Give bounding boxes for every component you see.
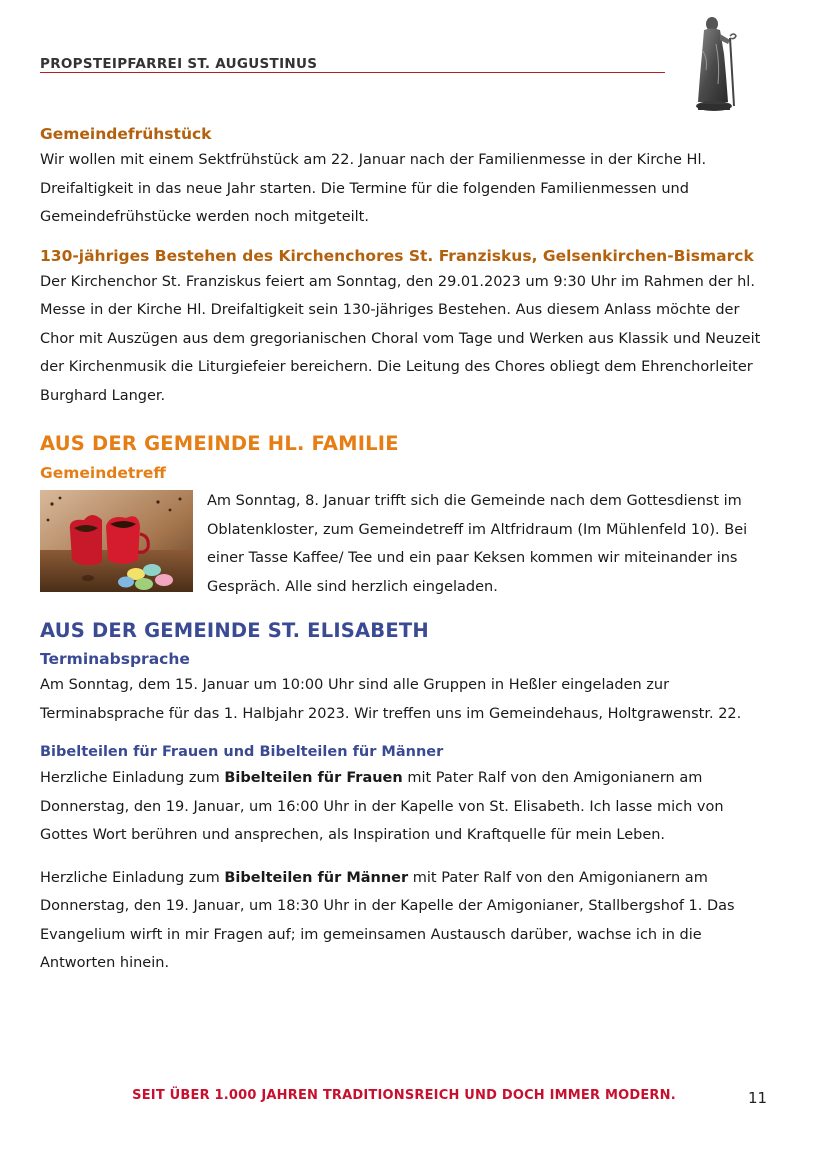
section-st-elisabeth xyxy=(40,617,768,728)
coffee-cups-image xyxy=(40,490,193,592)
frauen-bold: Bibelteilen für Frauen xyxy=(224,770,403,786)
section-hl-familie xyxy=(40,430,768,601)
augustinus-statue-image xyxy=(690,14,742,114)
text-bibelteilen-frauen xyxy=(40,764,768,850)
footer-slogan: SEIT ÜBER 1.000 JAHREN TRADITIONSREICH UND DOCH IMMER MODERN. xyxy=(132,1088,676,1103)
maenner-prefix: Herzliche Einladung zum xyxy=(40,869,225,886)
page-content xyxy=(40,122,768,978)
heading-st-elisabeth: AUS DER GEMEINDE ST. ELISABETH xyxy=(40,619,429,642)
heading-gemeindefruehstueck: Gemeindefrühstück xyxy=(40,125,212,143)
frauen-prefix: Herzliche Einladung zum xyxy=(40,770,225,786)
section-bibelteilen xyxy=(40,740,768,978)
subheading-gemeindetreff: Gemeindetreff xyxy=(40,464,166,482)
text-gemeindetreff: Am Sonntag, 8. Januar trifft sich die Gemeinde nach dem Gottesdienst im Oblatenkloster, zum Gemeindetreff im Altfridraum (Im Mühlenfeld 10). Bei einer Tasse Kaffee/ Tee und ein paar Keksen kommen wir miteinander ins Gespräch. Alle sind herzlich eingeladen. xyxy=(207,493,748,595)
text-gemeindefruehstueck: Wir wollen mit einem Sektfrühstück am 22. Januar nach der Familienmesse in der Kirche Hl. Dreifaltigkeit in das neue Jahr starten. Die Termine für die folgenden Familienmessen und Gemeindefrühstücke werden noch mitgeteilt. xyxy=(40,152,707,225)
heading-bibelteilen: Bibelteilen für Frauen und Bibelteilen für Männer xyxy=(40,744,444,760)
page-number: 11 xyxy=(748,1089,768,1107)
header-divider xyxy=(40,72,665,73)
heading-kirchenchor: 130-jähriges Bestehen des Kirchenchores St. Franziskus, Gelsenkirchen-Bismarck xyxy=(40,246,754,265)
maenner-rest: mit Pater Ralf von den Amigonianern am Donnerstag, den 19. Januar, um 18:30 Uhr in der Kapelle der Amigonianer, Stallbergshof 1. Das Evangelium wirft in mir Fragen auf; im gemeinsamen Austausch darüber, wachse ich in die Antworten hinein. xyxy=(40,869,735,971)
heading-hl-familie: AUS DER GEMEINDE HL. FAMILIE xyxy=(40,432,399,455)
text-kirchenchor: Der Kirchenchor St. Franziskus feiert am Sonntag, den 29.01.2023 um 9:30 Uhr im Rahmen der hl. Messe in der Kirche Hl. Dreifaltigkeit sein 130-jähriges Bestehen. Aus diesem Anlass möchte der Chor mit Auszügen aus dem gregorianischen Choral vom Tage und Werken aus Klassik und Neuzeit der Kirchenmusik die Liturgiefeier bereichern. Die Leitung des Chores obliegt dem Ehrenchorleiter Burghard Langer. xyxy=(40,273,761,404)
frauen-rest: mit Pater Ralf von den Amigonianern am Donnerstag, den 19. Januar, um 16:00 Uhr in der Kapelle von St. Elisabeth. Ich lasse mich von Gottes Wort berühren und ansprechen, als Inspiration und Kraftquelle für mein Leben. xyxy=(40,770,724,843)
subheading-terminabsprache: Terminabsprache xyxy=(40,650,190,668)
gemeindetreff-row xyxy=(40,487,768,601)
text-terminabsprache: Am Sonntag, dem 15. Januar um 10:00 Uhr sind alle Gruppen in Heßler eingeladen zur Terminabsprache für das 1. Halbjahr 2023. Wir treffen uns im Gemeindehaus, Holtgrawenstr. 22. xyxy=(40,677,742,722)
section-kirchenchor xyxy=(40,244,768,411)
section-gemeindefruehstueck xyxy=(40,122,768,232)
maenner-bold: Bibelteilen für Männer xyxy=(224,869,409,886)
text-bibelteilen-maenner xyxy=(40,864,768,978)
parish-name: PROPSTEIPFARREI ST. AUGUSTINUS xyxy=(40,56,318,72)
